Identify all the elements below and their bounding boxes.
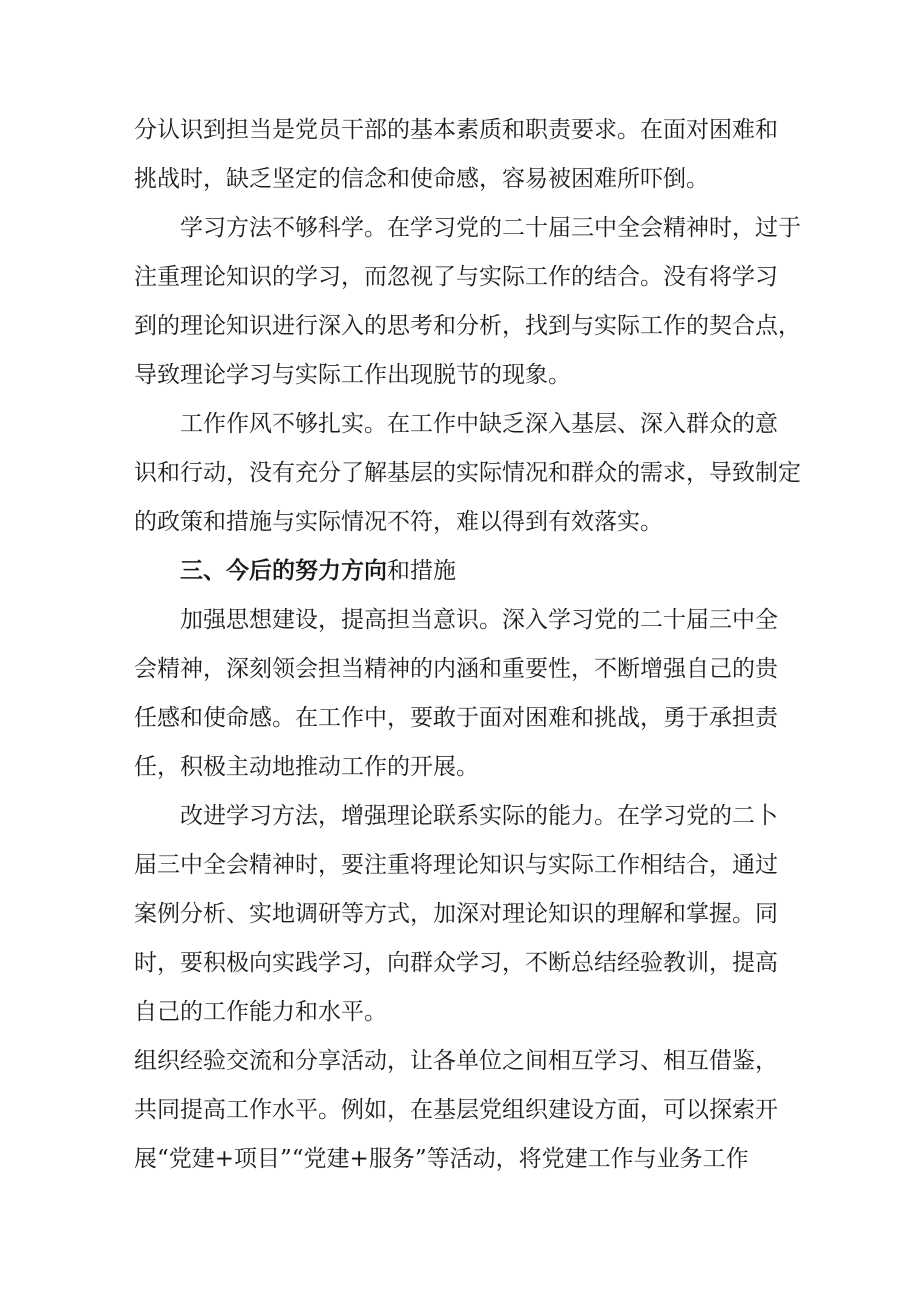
paragraph-line: 工作作风不够扎实。在工作中缺乏深入基层、深入群众的意 (180, 411, 778, 437)
paragraph-line: 加强思想建设，提高担当意识。深入学习党的二十届三中全 (180, 607, 778, 633)
paragraph-line: 自己的工作能力和水平。 (134, 999, 387, 1025)
paragraph-line: 分认识到担当是党员干部的基本素质和职责要求。在面对困难和 (134, 117, 778, 143)
paragraph-line: 到的理论知识进行深入的思考和分析，找到与实际工作的契合点， (134, 313, 801, 339)
section-heading (180, 556, 456, 586)
paragraph-line: 改进学习方法，增强理论联系实际的能力。在学习党的二卜 (180, 803, 778, 829)
section-heading-rest: 和措施 (387, 558, 456, 584)
paragraph-line: 会精神，深刻领会担当精神的内涵和重要性，不断增强自己的贵 (134, 656, 778, 682)
paragraph-line: 展“党建+项目”“党建+服务”等活动，将党建工作与业务工作 (134, 1146, 749, 1172)
paragraph-line: 届三中全会精神时，要注重将理论知识与实际工作相结合，通过 (134, 852, 778, 878)
paragraph-line: 案例分析、实地调研等方式，加深对理论知识的理解和掌握。同 (134, 901, 778, 927)
paragraph-line: 共同提高工作水平。例如，在基层党组织建设方面，可以探索开 (134, 1097, 778, 1123)
paragraph-line: 组织经验交流和分享活动，让各单位之间相互学习、相互借鉴， (134, 1048, 778, 1074)
paragraph-line: 导致理论学习与实际工作出现脱节的现象。 (134, 362, 571, 388)
paragraph-line: 学习方法不够科学。在学习党的二十届三中全会精神时，过于 (180, 215, 801, 241)
paragraph-line: 任感和使命感。在工作中，要敢于面对困难和挑战，勇于承担责 (134, 705, 778, 731)
paragraph-line: 任，积极主动地推动工作的开展。 (134, 754, 479, 780)
paragraph-line: 时，要积极向实践学习，向群众学习，不断总结经验教训，提高 (134, 950, 778, 976)
section-heading-bold: 三、今后的努力方向 (180, 557, 387, 584)
paragraph-line: 挑战时，缺乏坚定的信念和使命感，容易被困难所吓倒。 (134, 166, 709, 192)
paragraph-line: 注重理论知识的学习，而忽视了与实际工作的结合。没有将学习 (134, 264, 778, 290)
paragraph-line: 的政策和措施与实际情况不符，难以得到有效落实。 (134, 509, 663, 535)
paragraph-line: 识和行动，没有充分了解基层的实际情况和群众的需求，导致制定 (134, 460, 801, 486)
